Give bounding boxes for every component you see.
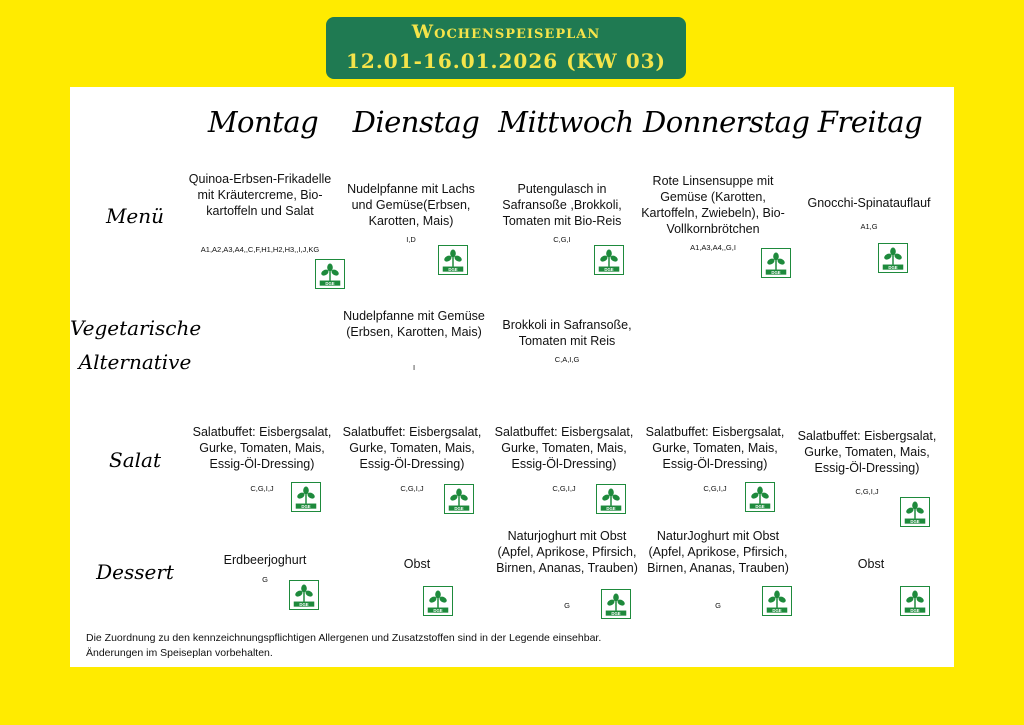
- menu-thursday-codes: A1,A3,A4,,G,I: [690, 243, 736, 252]
- svg-text:DGE: DGE: [772, 607, 782, 613]
- dessert-tuesday: Obst: [403, 557, 431, 571]
- dge-logo-icon: [423, 586, 453, 616]
- day-header-thursday: Donnerstag: [643, 105, 810, 139]
- veg-tuesday-codes: I: [412, 363, 416, 372]
- dessert-monday: Erdbeerjoghurt: [223, 553, 307, 567]
- menu-tuesday: Nudelpfanne mit Lachs und Gemüse(Erbsen, Karotten, Mais): [347, 182, 475, 228]
- salad-wednesday: Salatbuffet: Eisbergsalat, Gurke, Tomaten, Mais, Essig-Öl-Dressing): [494, 425, 634, 471]
- salad-friday-codes: C,G,I,J: [855, 487, 879, 496]
- svg-text:DGE: DGE: [299, 601, 309, 607]
- menu-wednesday-codes: C,G,I: [553, 235, 571, 244]
- footer-line1: Die Zuordnung zu den kennzeichnungspflichtigen Allergenen und Zusatzstoffen sind in der Legende einsehbar.: [86, 632, 602, 644]
- veg-tuesday: Nudelpfanne mit Gemüse (Erbsen, Karotten, Mais): [343, 309, 485, 339]
- dessert-thursday: NaturJoghurt mit Obst (Apfel, Aprikose, Pfirsich, Birnen, Ananas, Trauben): [647, 529, 789, 575]
- dge-logo-icon: [438, 245, 468, 275]
- salad-monday: Salatbuffet: Eisbergsalat, Gurke, Tomaten, Mais, Essig-Öl-Dressing): [192, 425, 332, 471]
- salad-tuesday: Salatbuffet: Eisbergsalat, Gurke, Tomaten, Mais, Essig-Öl-Dressing): [342, 425, 482, 471]
- veg-wednesday-codes: C,A,I,G: [554, 355, 580, 364]
- row-label-salad: Salat: [109, 448, 161, 472]
- dessert-wednesday: Naturjoghurt mit Obst (Apfel, Aprikose, Pfirsich, Birnen, Ananas, Trauben): [496, 529, 638, 575]
- menu-thursday: Rote Linsensuppe mit Gemüse (Karotten, Kartoffeln, Zwiebeln), Bio-Vollkornbrötchen: [641, 174, 785, 236]
- dge-logo-icon: [900, 586, 930, 616]
- svg-text:DGE: DGE: [301, 503, 311, 509]
- dessert-wednesday-codes: G: [564, 601, 570, 610]
- menu-friday: Gnocchi-Spinatauflauf: [807, 196, 931, 210]
- veg-wednesday: Brokkoli in Safransoße, Tomaten mit Reis: [502, 318, 632, 348]
- svg-text:DGE: DGE: [604, 266, 614, 272]
- svg-text:DGE: DGE: [448, 266, 458, 272]
- date-range: 12.01-16.01.2026 (KW 03): [346, 49, 666, 73]
- dge-logo-icon: [444, 484, 474, 514]
- footer-note: [86, 631, 601, 661]
- page-title: Wochenspeiseplan: [411, 21, 601, 43]
- row-label-vegetarian-line2: Alternative: [78, 350, 192, 374]
- svg-text:DGE: DGE: [611, 610, 621, 616]
- dge-logo-icon: [762, 586, 792, 616]
- svg-text:DGE: DGE: [910, 518, 920, 524]
- row-label-menu: Menü: [105, 204, 165, 228]
- dge-logo-icon: [601, 589, 631, 619]
- menu-monday: Quinoa-Erbsen-Frikadelle mit Kräutercreme, Bio-kartoffeln und Salat: [188, 172, 332, 218]
- dge-logo-icon: [745, 482, 775, 512]
- row-label-vegetarian-line1: Vegetarische: [70, 316, 202, 340]
- dge-logo-icon: [291, 482, 321, 512]
- salad-thursday-codes: C,G,I,J: [703, 484, 727, 493]
- day-header-friday: Freitag: [817, 105, 923, 139]
- menu-monday-codes: A1,A2,A3,A4,,C,F,H1,H2,H3,,I,J,KG: [200, 245, 320, 254]
- dge-logo-icon: [900, 497, 930, 527]
- day-header-wednesday: Mittwoch: [498, 105, 634, 139]
- footer-line2: Änderungen im Speiseplan vorbehalten.: [86, 647, 273, 659]
- row-label-vegetarian: [70, 311, 200, 379]
- dessert-thursday-codes: G: [715, 601, 721, 610]
- row-label-dessert: Dessert: [96, 560, 174, 584]
- menu-tuesday-codes: I,D: [406, 235, 416, 244]
- dge-logo-icon: [761, 248, 791, 278]
- dge-logo-icon: [596, 484, 626, 514]
- salad-monday-codes: C,G,I,J: [250, 484, 274, 493]
- day-header-monday: Montag: [207, 105, 319, 139]
- day-header-tuesday: Dienstag: [352, 105, 480, 139]
- svg-text:DGE: DGE: [454, 505, 464, 511]
- svg-text:DGE: DGE: [755, 503, 765, 509]
- dessert-friday: Obst: [857, 557, 885, 571]
- salad-friday: Salatbuffet: Eisbergsalat, Gurke, Tomaten, Mais, Essig-Öl-Dressing): [797, 429, 937, 475]
- menu-friday-codes: A1,G: [860, 222, 878, 231]
- dge-logo-icon: [289, 580, 319, 610]
- menu-sheet: [70, 87, 954, 667]
- svg-text:DGE: DGE: [910, 607, 920, 613]
- dessert-monday-codes: G: [262, 575, 268, 584]
- menu-wednesday: Putengulasch in Safransoße ,Brokkoli, Tomaten mit Bio-Reis: [502, 182, 622, 228]
- svg-text:DGE: DGE: [606, 505, 616, 511]
- dge-logo-icon: [878, 243, 908, 273]
- salad-thursday: Salatbuffet: Eisbergsalat, Gurke, Tomaten, Mais, Essig-Öl-Dressing): [645, 425, 785, 471]
- title-banner: [326, 17, 686, 79]
- salad-wednesday-codes: C,G,I,J: [552, 484, 576, 493]
- dge-logo-icon: [315, 259, 345, 289]
- salad-tuesday-codes: C,G,I,J: [400, 484, 424, 493]
- svg-text:DGE: DGE: [433, 607, 443, 613]
- dge-logo-icon: [594, 245, 624, 275]
- svg-text:DGE: DGE: [771, 269, 781, 275]
- svg-text:DGE: DGE: [325, 280, 335, 286]
- svg-text:DGE: DGE: [888, 264, 898, 270]
